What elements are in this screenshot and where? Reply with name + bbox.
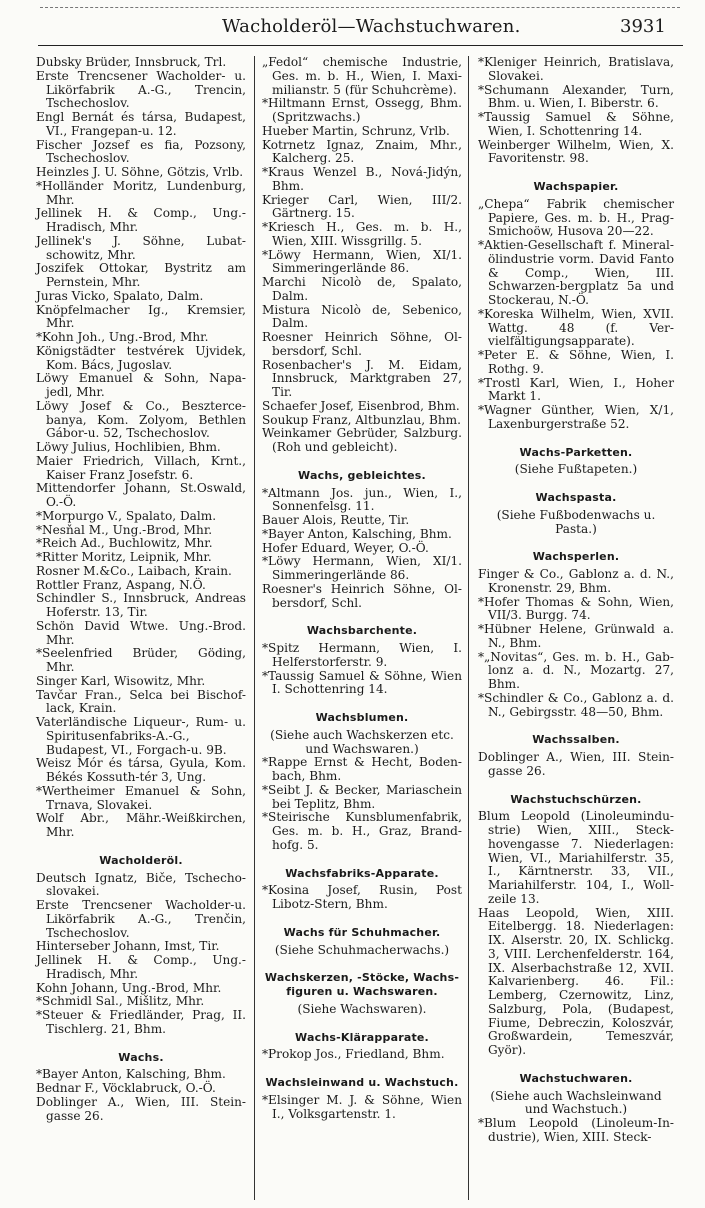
column-right — [478, 56, 674, 1145]
directory-entry: Soukup Franz, Altbunzlau, Bhm. — [262, 412, 461, 427]
directory-entry: *Spitz Hermann, Wien, I. Helferstorferstr. 9. — [262, 641, 462, 669]
directory-entry: *Rappe Ernst & Hecht, Boden-bach, Bhm. — [262, 755, 462, 783]
section-heading: Wachskerzen, -Stöcke, Wachs-figuren u. Wachswaren. — [264, 971, 460, 998]
directory-entry: Hofer Eduard, Weyer, O.-Ö. — [262, 540, 429, 555]
directory-entry: Erste Trencsener Wacholder-u. Likörfabrik A.-G., Trenčin, Tschechoslov. — [36, 898, 246, 940]
directory-entry: Weinberger Wilhelm, Wien, X. Favoritenstr. 98. — [478, 137, 674, 166]
page-number: 3931 — [620, 16, 666, 37]
directory-entry: Löwy Josef & Co., Beszterce-banya, Kom. Zolyom, Bethlen Gábor-u. 52, Tschechoslov. — [36, 398, 246, 441]
directory-entry: Rosner M.&Co., Laibach, Krain. — [36, 563, 232, 578]
directory-entry: Schindler S., Innsbruck, Andreas Hoferstr. 13, Tir. — [36, 591, 246, 619]
section-heading: Wachs-Parketten. — [519, 445, 633, 459]
directory-entry: *Trostl Karl, Wien, I., Hoher Markt 1. — [478, 375, 674, 404]
page-title: Wacholderöl—Wachstuchwaren. — [222, 16, 521, 37]
section-heading: Wachstuchwaren. — [519, 1071, 633, 1085]
section-heading: Wacholderöl. — [99, 853, 183, 867]
section-heading: Wachs. — [118, 1050, 164, 1064]
directory-entry: Hueber Martin, Schrunz, Vrlb. — [262, 123, 450, 138]
directory-entry: *Schumann Alexander, Turn, Bhm. u. Wien, I. Biberstr. 6. — [478, 82, 674, 111]
directory-entry: „Fedol“ chemische Industrie, Ges. m. b. H., Wien, I. Maxi-milianstr. 5 (für Schuhcrème). — [262, 55, 462, 97]
directory-entry: Heinzles J. U. Söhne, Götzis, Vrlb. — [36, 165, 244, 179]
directory-entry: *Nesňal M., Ung.-Brod, Mhr. — [36, 522, 213, 537]
section-heading: Wachstuchschürzen. — [510, 792, 642, 806]
directory-entry: *Seibt J. & Becker, Mariaschein bei Teplitz, Bhm. — [262, 782, 462, 811]
directory-entry: Jellinek's J. Söhne, Lubat-schowitz, Mhr. — [36, 233, 246, 262]
directory-entry: *Schmidl Sal., Mišlitz, Mhr. — [36, 994, 205, 1009]
directory-entry: Dubsky Brüder, Innsbruck, Trl. — [36, 55, 227, 69]
directory-entry: Erste Trencsener Wacholder- u. Likörfabrik A.-G., Trencin, Tschechoslov. — [36, 68, 246, 111]
directory-entry: *Hofer Thomas & Sohn, Wien, VII/3. Burgg. 74. — [478, 594, 674, 623]
directory-entry: Hinterseber Johann, Imst, Tir. — [36, 939, 220, 954]
directory-entry: *Hiltmann Ernst, Ossegg, Bhm. (Spritzwachs.) — [262, 96, 462, 124]
directory-entry: *Steirische Kunsblumenfabrik, Ges. m. b. H., Graz, Brand-hofg. 5. — [262, 810, 462, 852]
cross-reference-note: (Siehe auch Wachsleinwand und Wachstuch.) — [490, 1088, 662, 1117]
directory-entry: Jellinek H. & Comp., Ung.-Hradisch, Mhr. — [36, 953, 246, 981]
page-header — [0, 0, 705, 60]
cross-reference-note: (Siehe Schuhmacherwachs.) — [274, 942, 450, 957]
directory-entry: *Seelenfried Brüder, Göding, Mhr. — [36, 646, 246, 674]
directory-entry: *Bayer Anton, Kalsching, Bhm. — [36, 1067, 226, 1082]
column-divider — [468, 56, 469, 1200]
section-heading: Wachs für Schuhmacher. — [283, 925, 441, 939]
directory-entry: *Löwy Hermann, Wien, XI/1. Simmeringerlände 86. — [262, 247, 462, 276]
cross-reference-note: (Siehe Fußtapeten.) — [514, 462, 638, 477]
directory-entry: Rottler Franz, Aspang, N.Ö. — [36, 577, 206, 592]
directory-entry: *Kriesch H., Ges. m. b. H., Wien, XIII. Wissgrillg. 5. — [262, 220, 462, 248]
directory-entry: Königstädter testvérek Ujvidek, Kom. Bács, Jugoslav. — [36, 343, 246, 372]
directory-entry: Mistura Nicolò de, Sebenico, Dalm. — [262, 302, 462, 331]
directory-entry: Tavčar Fran., Selca bei Bischof-lack, Krain. — [36, 687, 246, 716]
section-heading: Wachspapier. — [533, 180, 619, 193]
directory-entry: Bednar F., Vöcklabruck, O.-Ö. — [36, 1081, 216, 1095]
directory-entry: Engl Bernát és társa, Budapest, VI., Frangepan-u. 12. — [36, 110, 246, 138]
directory-entry: Schaefer Josef, Eisenbrod, Bhm. — [262, 398, 460, 413]
directory-entry: Finger & Co., Gablonz a. d. N., Kronenstr. 29, Bhm. — [478, 567, 674, 595]
section-heading: Wachs-Klärapparate. — [295, 1030, 429, 1044]
directory-entry: Fischer Jozsef es fia, Pozsony, Tschechoslov. — [36, 137, 246, 166]
directory-entry: Juras Vicko, Spalato, Dalm. — [36, 288, 204, 303]
directory-entry: Jellinek H. & Comp., Ung.-Hradisch, Mhr. — [36, 206, 246, 234]
directory-entry: *Ritter Moritz, Leipnik, Mhr. — [36, 550, 212, 564]
directory-entry: Roesner's Heinrich Söhne, Ol-bersdorf, Schl. — [262, 581, 462, 610]
directory-entry: *Holländer Moritz, Lundenburg, Mhr. — [36, 178, 246, 207]
directory-entry: *Morpurgo V., Spalato, Dalm. — [36, 508, 217, 523]
section-heading: Wachsperlen. — [532, 550, 620, 564]
directory-entry: *Aktien-Gesellschaft f. Mineral-ölindustrie vorm. David Fanto & Comp., Wien, III. Schwarzen-bergplatz 5a und Stockerau, N.-Ö. — [478, 238, 674, 307]
directory-entry: Bauer Alois, Reutte, Tir. — [262, 513, 410, 527]
directory-entry: *„Novitas“, Ges. m. b. H., Gab-lonz a. d. N., Mozartg. 27, Bhm. — [478, 649, 674, 691]
directory-entry: Knöpfelmacher Ig., Kremsier, Mhr. — [36, 302, 246, 331]
directory-entry: *Taussig Samuel & Söhne, Wien I. Schottenring 14. — [262, 668, 462, 697]
section-heading: Wachs, gebleichtes. — [298, 468, 426, 482]
directory-entry: *Koreska Wilhelm, Wien, XVII. Wattg. 48 (f. Ver-vielfältigungsapparate). — [478, 306, 674, 349]
directory-entry: Doblinger A., Wien, III. Stein-gasse 26. — [478, 750, 674, 778]
section-heading: Wachsblumen. — [315, 711, 409, 724]
directory-entry: *Wagner Günther, Wien, X/1, Laxenburgerstraße 52. — [478, 403, 674, 431]
directory-entry: Marchi Nicolò de, Spalato, Dalm. — [262, 275, 462, 303]
directory-entry: *Löwy Hermann, Wien, XI/1. Simmeringerlände 86. — [262, 554, 462, 582]
directory-entry: *Wertheimer Emanuel & Sohn, Trnava, Slovakei. — [36, 783, 246, 812]
cross-reference-note: (Siehe Fußbodenwachs u. Pasta.) — [496, 507, 656, 536]
cross-reference-note: (Siehe auch Wachskerzen etc. und Wachswaren.) — [270, 727, 454, 756]
directory-entry: *Hübner Helene, Grünwald a. N., Bhm. — [478, 622, 674, 650]
section-heading: Wachssalben. — [532, 733, 620, 747]
directory-entry: *Taussig Samuel & Söhne, Wien, I. Schottenring 14. — [478, 110, 674, 138]
directory-entry: Löwy Julius, Hochlibien, Bhm. — [36, 440, 221, 454]
directory-entry: Weinkamer Gebrüder, Salzburg. (Roh und gebleicht). — [262, 426, 462, 454]
column-middle — [262, 56, 462, 1121]
directory-entry: *Blum Leopold (Linoleum-In-dustrie), Wien, XIII. Steck- — [478, 1116, 674, 1144]
directory-entry: *Kraus Wenzel B., Nová-Jidýn, Bhm. — [262, 165, 462, 193]
header-rule — [38, 45, 683, 46]
directory-entry: Roesner Heinrich Söhne, Ol-bersdorf, Schl. — [262, 330, 462, 358]
directory-entry: Rosenbacher's J. M. Eidam, Innsbruck, Marktgraben 27, Tir. — [262, 357, 462, 399]
directory-entry: Maier Friedrich, Villach, Krnt., Kaiser Franz Josefstr. 6. — [36, 453, 246, 482]
directory-entry: *Reich Ad., Buchlowitz, Mhr. — [36, 536, 213, 551]
directory-entry: Joszifek Ottokar, Bystritz am Pernstein, Mhr. — [36, 261, 246, 289]
directory-entry: Löwy Emanuel & Sohn, Napa-jedl, Mhr. — [36, 371, 246, 399]
directory-entry: Kohn Johann, Ung.-Brod, Mhr. — [36, 980, 222, 995]
directory-entry: *Altmann Jos. jun., Wien, I., Sonnenfelsg. 11. — [262, 485, 462, 514]
section-heading: Wachsleinwand u. Wachstuch. — [265, 1076, 459, 1089]
directory-entry: „Chepa“ Fabrik chemischer Papiere, Ges. m. b. H., Prag-Smichoöw, Husova 20—22. — [478, 196, 674, 239]
section-heading: Wachspasta. — [535, 491, 617, 504]
directory-entry: Wolf Abr., Mähr.-Weißkirchen, Mhr. — [36, 811, 246, 839]
directory-entry: *Prokop Jos., Friedland, Bhm. — [262, 1047, 445, 1062]
section-heading: Wachsfabriks-Apparate. — [285, 866, 439, 880]
column-left — [36, 56, 246, 1123]
directory-entry: Singer Karl, Wisowitz, Mhr. — [36, 673, 206, 688]
directory-entry: Blum Leopold (Linoleumindu-strie) Wien, XIII., Steck-hovengasse 7. Niederlagen: Wien, VI., Mariahilferstr. 35, I., Kärntnerstr. 33, VII., Mariahilferstr. 104, I., Woll-zeile 13. — [478, 809, 674, 906]
directory-entry: *Steuer & Friedländer, Prag, II. Tischlerg. 21, Bhm. — [36, 1008, 246, 1036]
directory-entry: *Schindler & Co., Gablonz a. d. N., Gebirgsstr. 48—50, Bhm. — [478, 690, 674, 719]
directory-entry: *Peter E. & Söhne, Wien, I. Rothg. 9. — [478, 348, 674, 376]
cross-reference-note: (Siehe Wachswaren). — [297, 1001, 427, 1016]
directory-entry: Weisz Mór és társa, Gyula, Kom. Békés Kossuth-tér 3, Ung. — [36, 756, 246, 784]
directory-entry: Schön David Wtwe. Ung.-Brod. Mhr. — [36, 618, 246, 647]
directory-entry: *Elsinger M. J. & Söhne, Wien I., Volksgartenstr. 1. — [262, 1092, 462, 1121]
directory-entry: *Bayer Anton, Kalsching, Bhm. — [262, 526, 452, 541]
directory-entry: Kotrnetz Ignaz, Znaim, Mhr., Kalcherg. 25. — [262, 137, 462, 166]
header-dashed-rule — [40, 7, 680, 8]
directory-entry: Haas Leopold, Wien, XIII. Eitelbergg. 18. Niederlagen: IX. Alserstr. 20, IX. Schlickg. 3, VIII. Lerchenfelderstr. 164, IX. Alserbachstraße 12, XVII. Kalvarienberg. 46. Fil.: Lemberg, Czernowitz, Linz, Salzburg, Pola, (Budapest, Fiume, Debreczin, Koloszvár, Großwardein, Temeszvár, Györ). — [478, 905, 674, 1057]
directory-entry: Mittendorfer Johann, St.Oswald, O.-Ö. — [36, 481, 246, 509]
directory-entry: Vaterländische Liqueur-, Rum- u. Spiritusenfabriks-A.-G., Budapest, VI., Forgach-u. 9B. — [36, 715, 246, 757]
section-heading: Wachsbarchente. — [306, 624, 418, 638]
directory-entry: *Kleniger Heinrich, Bratislava, Slovakei. — [478, 55, 674, 83]
directory-entry: Doblinger A., Wien, III. Stein-gasse 26. — [36, 1094, 246, 1123]
column-divider — [254, 56, 255, 1200]
directory-entry: Deutsch Ignatz, Biče, Tschecho-slovakei. — [36, 870, 246, 899]
directory-entry: Krieger Carl, Wien, III/2. Gärtnerg. 15. — [262, 192, 462, 221]
directory-entry: *Kosina Josef, Rusin, Post Libotz-Stern, Bhm. — [262, 883, 462, 911]
directory-entry: *Kohn Joh., Ung.-Brod, Mhr. — [36, 330, 209, 344]
